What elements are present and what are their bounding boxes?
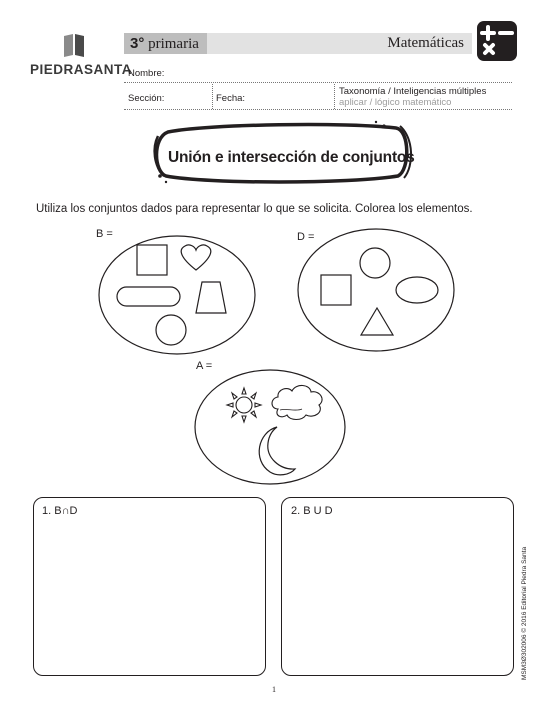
answer-box-2-title: 2. B U D bbox=[291, 505, 333, 517]
trapezoid-icon bbox=[196, 282, 226, 313]
name-label: Nombre: bbox=[128, 68, 165, 79]
copyright-code: MSM3Ø302006 © 2016 Editorial Piedra Santa bbox=[521, 546, 528, 680]
subject-label: Matemáticas bbox=[387, 35, 464, 51]
grade-text: primaria bbox=[148, 36, 199, 52]
page-title: Unión e intersección de conjuntos bbox=[168, 149, 415, 166]
brand-logo-text: PIEDRASANTA bbox=[30, 62, 133, 77]
set-a-label: A = bbox=[196, 360, 213, 372]
square-icon bbox=[137, 245, 167, 275]
section-label: Sección: bbox=[128, 93, 165, 104]
oval-icon bbox=[396, 277, 438, 303]
page-number: 1 bbox=[272, 685, 276, 694]
taxonomy-value: aplicar / lógico matemático bbox=[339, 97, 452, 108]
date-label: Fecha: bbox=[216, 93, 246, 104]
circle-icon bbox=[360, 248, 390, 278]
taxonomy-label: Taxonomía / Inteligencias múltiples bbox=[339, 86, 487, 97]
circle-icon bbox=[156, 315, 186, 345]
rounded-rectangle-icon bbox=[117, 287, 180, 306]
square-icon bbox=[321, 275, 351, 305]
answer-box-2[interactable] bbox=[281, 497, 514, 676]
grade-number: 3° bbox=[130, 35, 145, 52]
answer-box-1-title: 1. B∩D bbox=[42, 505, 78, 517]
answer-box-1[interactable] bbox=[33, 497, 266, 676]
instruction-text: Utiliza los conjuntos dados para representar lo que se solicita. Colorea los elementos. bbox=[36, 203, 473, 215]
set-d-label: D = bbox=[297, 231, 315, 243]
set-b-label: B = bbox=[96, 228, 113, 240]
sun-icon bbox=[227, 388, 261, 422]
